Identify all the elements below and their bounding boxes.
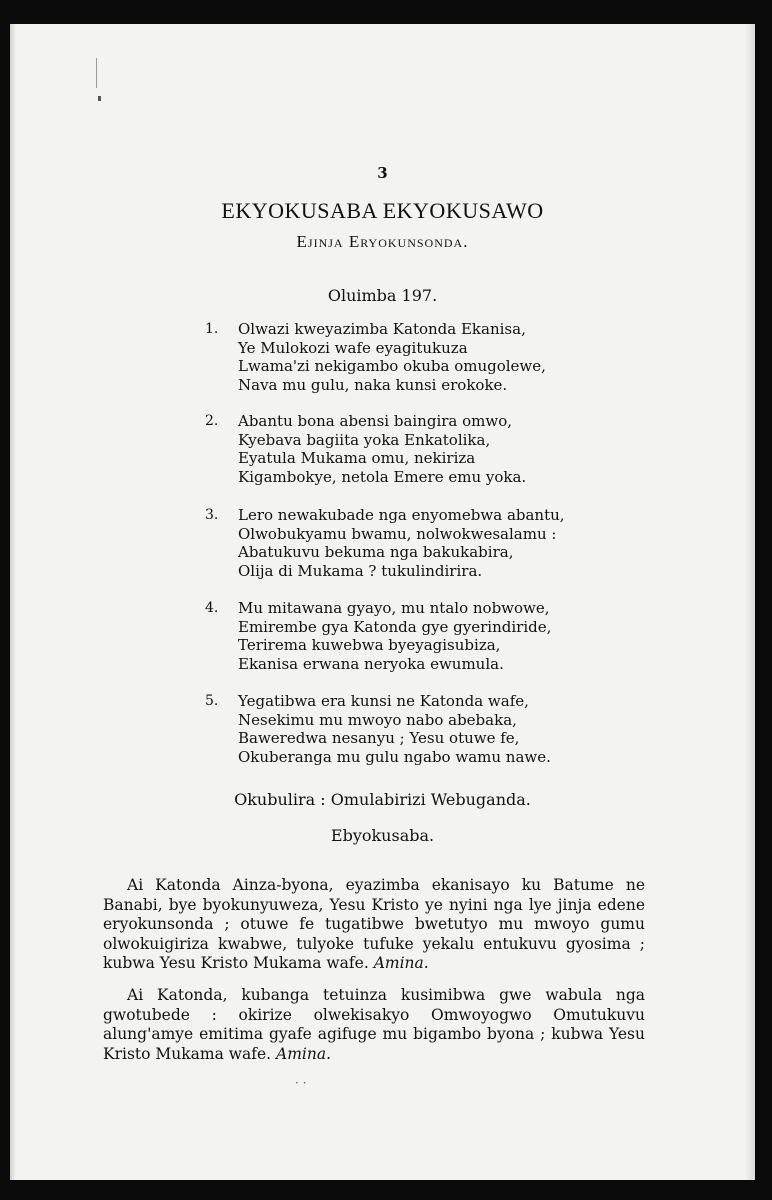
amen: Amina. xyxy=(373,954,429,972)
verse-line: Olwobukyamu bwamu, nolwokwesalamu : xyxy=(238,524,557,543)
verse-2 xyxy=(205,412,526,487)
verse-line: Okuberanga mu gulu ngabo wamu nawe. xyxy=(238,748,551,767)
ink-speck xyxy=(98,96,101,101)
verse-number: 4. xyxy=(205,600,219,616)
verse-line: Lwama'zi nekigambo okuba omugolewe, xyxy=(238,357,546,376)
verse-line: Abatukuvu bekuma nga bakukabira, xyxy=(238,543,514,562)
verse-line: Abantu bona abensi baingira omwo, xyxy=(238,412,513,430)
verse-line: Mu mitawana gyayo, mu ntalo nobwowe, xyxy=(238,599,550,617)
verse-line: Baweredwa nesanyu ; Yesu otuwe fe, xyxy=(238,729,520,748)
verse-line: Olwazi kweyazimba Katonda Ekanisa, xyxy=(238,320,526,338)
hymn-label: Oluimba 197. xyxy=(327,286,438,305)
decorative-dots: · · xyxy=(295,1076,307,1090)
verse-line: Emirembe gya Katonda gye gyerindiride, xyxy=(238,617,552,636)
verse-line: Ye Mulokozi wafe eyagitukuza xyxy=(238,338,468,357)
fold-mark xyxy=(96,58,97,88)
verse-1 xyxy=(205,320,546,395)
verse-line: Eyatula Mukama omu, nekiriza xyxy=(238,449,476,468)
reading-heading: Okubulira : Omulabirizi Webuganda. xyxy=(234,790,531,809)
amen: Amina. xyxy=(276,1044,332,1063)
verse-line: Yegatibwa era kunsi ne Katonda wafe, xyxy=(238,692,529,710)
verse-line: Nesekimu mu mwoyo nabo abebaka, xyxy=(238,710,517,729)
verse-line: Lero newakubade nga enyomebwa abantu, xyxy=(238,506,565,524)
prayer-text: Ai Katonda Ainza-byona, eyazimba ekanisayo ku Batume ne Banabi, bye byokunyuweza, Yesu Kristo ye nyini nga lye jinja edene eryokunsonda ; otuwe fe tugatibwe bwetutyo mu mwoyo gumu olwokuigiriza kwabwe, tulyoke tufuke yekalu entukuvu gyosima ; kubwa Yesu Kristo Mukama wafe. xyxy=(103,876,645,972)
page-subtitle: Ejinja Eryokunsonda. xyxy=(296,232,469,251)
document-page xyxy=(10,24,755,1180)
prayer-text: Ai Katonda, kubanga tetuinza kusimibwa gwe wabula nga gwotubede : okirize olwekisakyo Omwoyogwo Omutukuvu alung'amye emitima gyafe agifuge mu bigambo byona ; kubwa Yesu Kristo Mukama wafe. xyxy=(103,986,645,1063)
verse-line: Kyebava bagiita yoka Enkatolika, xyxy=(238,430,491,449)
verse-number: 2. xyxy=(205,413,219,429)
verse-number: 1. xyxy=(205,321,219,337)
verse-line: Nava mu gulu, naka kunsi erokoke. xyxy=(238,376,508,395)
prayer-2 xyxy=(103,986,645,1064)
prayers-heading: Ebyokusaba. xyxy=(330,826,435,845)
verse-number: 3. xyxy=(205,507,219,523)
verse-line: Olija di Mukama ? tukulindirira. xyxy=(238,562,483,581)
verse-line: Kigambokye, netola Emere emu yoka. xyxy=(238,468,527,487)
prayer-1 xyxy=(103,876,645,974)
verse-3 xyxy=(205,506,565,581)
verse-line: Ekanisa erwana neryoka ewumula. xyxy=(238,655,504,674)
page-title: EKYOKUSABA EKYOKUSAWO xyxy=(221,198,544,223)
verse-4 xyxy=(205,599,551,674)
verse-line: Terirema kuwebwa byeyagisubiza, xyxy=(238,636,501,655)
page-number: 3 xyxy=(377,164,388,182)
verse-5 xyxy=(205,692,551,767)
verse-number: 5. xyxy=(205,693,219,709)
